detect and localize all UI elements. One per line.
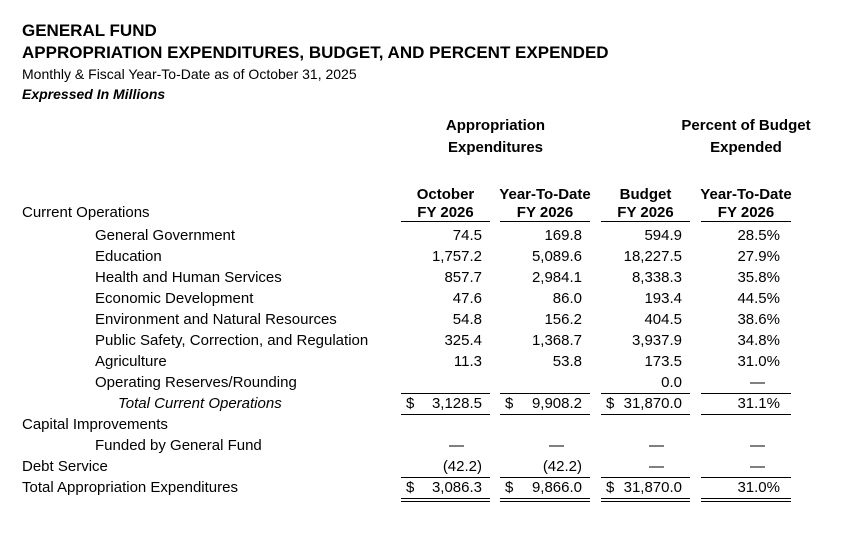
- column-gap: [690, 268, 701, 289]
- cell-value: [701, 394, 791, 415]
- amount: 169.8: [544, 227, 582, 244]
- row-label: Total Current Operations: [118, 395, 282, 412]
- amount: 54.8: [452, 311, 482, 328]
- column-gap: [490, 478, 500, 502]
- cell-value: —: [701, 457, 791, 478]
- cell-value: [701, 331, 791, 352]
- cell-value: [401, 310, 490, 331]
- cell-value: [701, 310, 791, 331]
- cell-value: [601, 352, 690, 373]
- cell-value: [500, 310, 590, 331]
- cell-value: —: [649, 437, 664, 454]
- amount: 18,227.5: [623, 248, 682, 265]
- group-header-line: Expended: [710, 139, 782, 156]
- column-gap: [590, 204, 601, 222]
- column-gap: [690, 478, 701, 502]
- report-date-line: Monthly & Fiscal Year-To-Date as of October 31, 2025: [22, 66, 357, 82]
- row-label: Education: [95, 248, 162, 265]
- cell-value: [401, 457, 490, 478]
- amount: 8,338.3: [631, 269, 682, 286]
- amount: 3,086.3: [431, 479, 482, 496]
- column-header-ytd-expenditures: Year-To-Date: [499, 186, 591, 203]
- column-gap: [590, 226, 601, 247]
- amount: 9,866.0: [531, 479, 582, 496]
- amount: 31.0%: [737, 353, 780, 370]
- amount: 47.6: [452, 290, 482, 307]
- column-gap: [490, 352, 500, 373]
- amount: 1,368.7: [531, 332, 582, 349]
- amount: 31.1%: [737, 395, 780, 412]
- column-gap: [690, 247, 701, 268]
- amount: 5,089.6: [531, 248, 582, 265]
- cell-value: [500, 478, 590, 502]
- cell-value: [500, 373, 590, 394]
- amount: 3,128.5: [431, 395, 482, 412]
- table-row: [0, 331, 791, 352]
- column-gap: [590, 436, 601, 457]
- cell-value: [500, 352, 590, 373]
- amount: 53.8: [552, 353, 582, 370]
- column-gap: [690, 331, 701, 352]
- cell-value: [401, 373, 490, 394]
- cell-value: [500, 415, 590, 436]
- currency-symbol: $: [505, 395, 514, 412]
- fy-header-october: FY 2026: [401, 204, 490, 222]
- amount: 1,757.2: [431, 248, 482, 265]
- cell-value: [401, 478, 490, 502]
- column-gap: [490, 268, 500, 289]
- column-gap: [490, 247, 500, 268]
- group-header-line: Expenditures: [447, 139, 544, 156]
- cell-value: —: [449, 437, 464, 454]
- column-gap: [690, 226, 701, 247]
- column-gap: [690, 352, 701, 373]
- amount: 3,937.9: [631, 332, 682, 349]
- cell-value: [500, 247, 590, 268]
- group-header-line: Percent of Budget: [681, 117, 811, 134]
- row-label: Operating Reserves/Rounding: [95, 374, 297, 391]
- cell-value: [401, 247, 490, 268]
- column-gap: [690, 310, 701, 331]
- cell-value: —: [750, 437, 765, 454]
- cell-value: [601, 373, 690, 394]
- column-gap: [490, 204, 500, 222]
- column-gap: [490, 310, 500, 331]
- column-gap: [590, 478, 601, 502]
- table-row: [0, 226, 791, 247]
- cell-value: [601, 247, 690, 268]
- table-row: [0, 394, 791, 415]
- row-label: Agriculture: [95, 353, 167, 370]
- row-label: Funded by General Fund: [95, 437, 262, 454]
- row-label: Environment and Natural Resources: [95, 311, 337, 328]
- column-gap: [690, 436, 701, 457]
- cell-value: [500, 331, 590, 352]
- column-gap: [490, 436, 500, 457]
- currency-symbol: $: [606, 479, 615, 496]
- cell-value: [601, 310, 690, 331]
- amount: 11.3: [453, 353, 482, 370]
- amount: 35.8%: [737, 269, 780, 286]
- table-row: [0, 415, 791, 436]
- amount: 2,984.1: [531, 269, 582, 286]
- column-gap: [590, 289, 601, 310]
- amount: 34.8%: [737, 332, 780, 349]
- amount: 156.2: [544, 311, 582, 328]
- column-gap: [590, 310, 601, 331]
- cell-value: [701, 352, 791, 373]
- column-gap: [690, 289, 701, 310]
- amount: 857.7: [444, 269, 482, 286]
- fy-header-ytd-percent: FY 2026: [701, 204, 791, 222]
- amount: 31,870.0: [623, 395, 682, 412]
- amount: 27.9%: [737, 248, 780, 265]
- table-row: [0, 268, 791, 289]
- table-row: [0, 289, 791, 310]
- cell-value: [601, 268, 690, 289]
- column-gap: [690, 204, 701, 222]
- cell-value: [601, 394, 690, 415]
- cell-value: [401, 226, 490, 247]
- amount: 0.0: [661, 374, 682, 391]
- cell-value: [701, 268, 791, 289]
- fiscal-year-header-row: [0, 204, 791, 222]
- table-row: [0, 436, 791, 457]
- amount: 404.5: [644, 311, 682, 328]
- group-header-appropriation-expenditures: [446, 115, 545, 159]
- column-gap: [690, 373, 701, 394]
- column-gap: [490, 373, 500, 394]
- amount: 173.5: [644, 353, 682, 370]
- column-header-row: [0, 185, 791, 204]
- report-header: [22, 20, 609, 104]
- column-header-budget: Budget: [619, 186, 672, 203]
- row-label: Economic Development: [95, 290, 254, 307]
- table-row: [0, 352, 791, 373]
- row-label: Capital Improvements: [22, 416, 168, 433]
- cell-value: [601, 331, 690, 352]
- table-row: [0, 247, 791, 268]
- amount: 193.4: [644, 290, 682, 307]
- column-gap: [590, 394, 601, 415]
- row-label: General Government: [95, 227, 236, 244]
- amount: 31,870.0: [623, 479, 682, 496]
- amount: (42.2): [542, 458, 582, 475]
- column-gap: [690, 415, 701, 436]
- column-gap: [590, 352, 601, 373]
- section-label-current-operations: Current Operations: [22, 204, 150, 221]
- column-gap: [590, 268, 601, 289]
- cell-value: [500, 268, 590, 289]
- amount: 31.0%: [737, 479, 780, 496]
- table-row: [0, 310, 791, 331]
- cell-value: [401, 331, 490, 352]
- column-gap: [490, 289, 500, 310]
- column-gap: [490, 226, 500, 247]
- row-label: Total Appropriation Expenditures: [22, 479, 238, 496]
- currency-symbol: $: [505, 479, 514, 496]
- table-row: [0, 478, 791, 499]
- fy-header-ytd-expenditures: FY 2026: [500, 204, 590, 222]
- amount: 38.6%: [737, 311, 780, 328]
- cell-value: [701, 478, 791, 502]
- cell-value: [401, 394, 490, 415]
- column-gap: [690, 394, 701, 415]
- cell-value: —: [549, 437, 564, 454]
- amount: 28.5%: [737, 227, 780, 244]
- column-gap: [590, 331, 601, 352]
- amount: (42.2): [442, 458, 482, 475]
- group-header-percent-of-budget: [681, 115, 810, 159]
- cell-value: [500, 226, 590, 247]
- table-row: [0, 373, 791, 394]
- cell-value: [401, 268, 490, 289]
- column-header-october: October: [416, 186, 475, 203]
- row-label: Health and Human Services: [95, 269, 282, 286]
- cell-value: [401, 289, 490, 310]
- units-note: Expressed In Millions: [22, 86, 166, 102]
- column-gap: [590, 247, 601, 268]
- currency-symbol: $: [406, 479, 415, 496]
- fy-header-budget: FY 2026: [601, 204, 690, 222]
- cell-value: [601, 226, 690, 247]
- report-title-line2: APPROPRIATION EXPENDITURES, BUDGET, AND PERCENT EXPENDED: [22, 43, 609, 62]
- column-gap: [490, 394, 500, 415]
- amount: 594.9: [644, 227, 682, 244]
- column-gap: [690, 457, 701, 478]
- cell-value: —: [601, 457, 690, 478]
- column-gap: [490, 331, 500, 352]
- appropriation-table: [0, 113, 811, 499]
- cell-value: [701, 226, 791, 247]
- currency-symbol: $: [606, 395, 615, 412]
- cell-value: [701, 415, 791, 436]
- cell-value: [601, 478, 690, 502]
- row-label: Debt Service: [22, 458, 108, 475]
- amount: 74.5: [452, 227, 482, 244]
- cell-value: [601, 415, 690, 436]
- amount: 86.0: [552, 290, 582, 307]
- report-title: GENERAL FUND: [22, 21, 157, 40]
- column-gap: [490, 457, 500, 478]
- column-gap: [490, 415, 500, 436]
- cell-value: [500, 394, 590, 415]
- table-row: [0, 457, 791, 478]
- cell-value: [401, 352, 490, 373]
- cell-value: [701, 247, 791, 268]
- currency-symbol: $: [406, 395, 415, 412]
- cell-value: [401, 415, 490, 436]
- table-body: [0, 226, 791, 499]
- column-gap: [590, 373, 601, 394]
- column-gap: [590, 415, 601, 436]
- column-header-ytd-percent: Year-To-Date: [700, 186, 792, 203]
- cell-value: [701, 289, 791, 310]
- cell-value: [500, 289, 590, 310]
- cell-value: [500, 457, 590, 478]
- row-label: Public Safety, Correction, and Regulation: [95, 332, 369, 349]
- column-gap: [590, 457, 601, 478]
- amount: 44.5%: [737, 290, 780, 307]
- amount: 325.4: [444, 332, 482, 349]
- group-header-row: [0, 115, 811, 159]
- amount: 9,908.2: [531, 395, 582, 412]
- cell-value: [601, 289, 690, 310]
- cell-value: —: [701, 373, 791, 394]
- group-header-line: Appropriation: [445, 117, 546, 134]
